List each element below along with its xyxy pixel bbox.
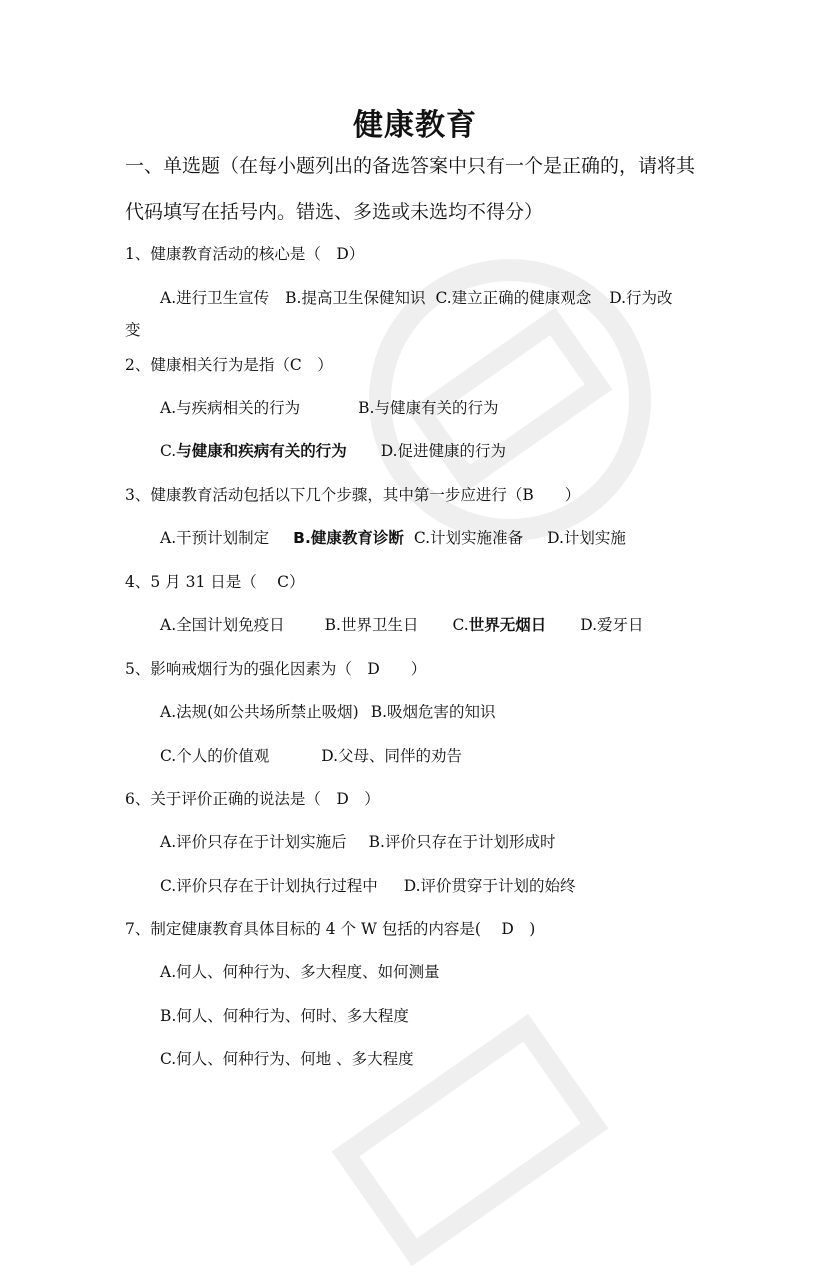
option-c-bold: 与健康和疾病有关的行为 <box>176 442 347 460</box>
option-d: D.爱牙日 <box>580 616 644 634</box>
section-heading <box>125 143 725 235</box>
option-a: A.进行卫生宣传 <box>160 289 270 307</box>
option-c: C.何人、何种行为、何地 、多大程度 <box>160 1050 414 1068</box>
option-b: B.健康教育诊断 <box>293 529 404 547</box>
question-stem: 7、制定健康教育具体目标的 4 个 W 包括的内容是( D ) <box>125 920 536 938</box>
document-title: 健康教育 <box>353 108 477 143</box>
option-b: B.何人、何种行为、何时、多大程度 <box>160 1007 409 1025</box>
option-c: C.评价只存在于计划执行过程中 <box>160 877 378 895</box>
option-d-continued: 变 <box>125 321 141 339</box>
option-d: D.行为改 <box>609 289 673 307</box>
option-d: D.促进健康的行为 <box>380 442 507 460</box>
option-b: B.提高卫生保健知识 <box>285 289 426 307</box>
question-stem: 6、关于评价正确的说法是（ D ） <box>125 790 380 808</box>
option-c-prefix: C. <box>160 442 177 460</box>
question-options <box>160 613 644 635</box>
option-c-bold: 世界无烟日 <box>468 616 547 634</box>
question-options <box>160 830 555 852</box>
question-stem: 5、影响戒烟行为的强化因素为（ D ） <box>125 660 427 678</box>
option-a: A.评价只存在于计划实施后 <box>160 833 347 851</box>
option-c-prefix: C. <box>452 616 469 634</box>
option-a: A.干预计划制定 <box>160 529 270 547</box>
question-options <box>160 439 506 461</box>
option-a: A.与疾病相关的行为 <box>160 399 301 417</box>
watermark-seal-icon <box>318 1000 623 1280</box>
option-b: B.世界卫生日 <box>324 616 419 634</box>
section-heading-line: 代码填写在括号内。错选、多选或未选均不得分） <box>125 201 544 223</box>
option-b: B.吸烟危害的知识 <box>370 703 496 721</box>
option-c: C.个人的价值观 <box>160 747 270 765</box>
option-c: C.计划实施准备 <box>413 529 524 547</box>
question-stem: 2、健康相关行为是指（C ） <box>125 356 333 374</box>
question-options <box>160 744 462 766</box>
question-stem: 3、健康教育活动包括以下几个步骤，其中第一步应进行（B ） <box>125 486 581 504</box>
question-options <box>160 526 626 548</box>
question-stem: 4、5 月 31 日是（ C） <box>125 573 305 591</box>
section-heading-line: 一、单选题（在每小题列出的备选答案中只有一个是正确的，请将其 <box>125 155 696 177</box>
option-c: C.建立正确的健康观念 <box>435 289 592 307</box>
question-options <box>160 286 673 308</box>
option-d: D.计划实施 <box>547 529 626 547</box>
option-b: B.评价只存在于计划形成时 <box>368 833 556 851</box>
option-d: D.评价贯穿于计划的始终 <box>403 877 576 895</box>
option-b: B.与健康有关的行为 <box>358 399 499 417</box>
question-stem: 1、健康教育活动的核心是（ D） <box>125 245 365 263</box>
option-d: D.父母、同伴的劝告 <box>321 747 463 765</box>
question-options <box>160 396 498 418</box>
question-options <box>160 874 576 896</box>
question-options <box>160 700 496 722</box>
option-a: A.法规(如公共场所禁止吸烟) <box>160 703 359 721</box>
option-a: A.全国计划免疫日 <box>160 616 285 634</box>
option-a: A.何人、何种行为、多大程度、如何测量 <box>160 963 440 981</box>
